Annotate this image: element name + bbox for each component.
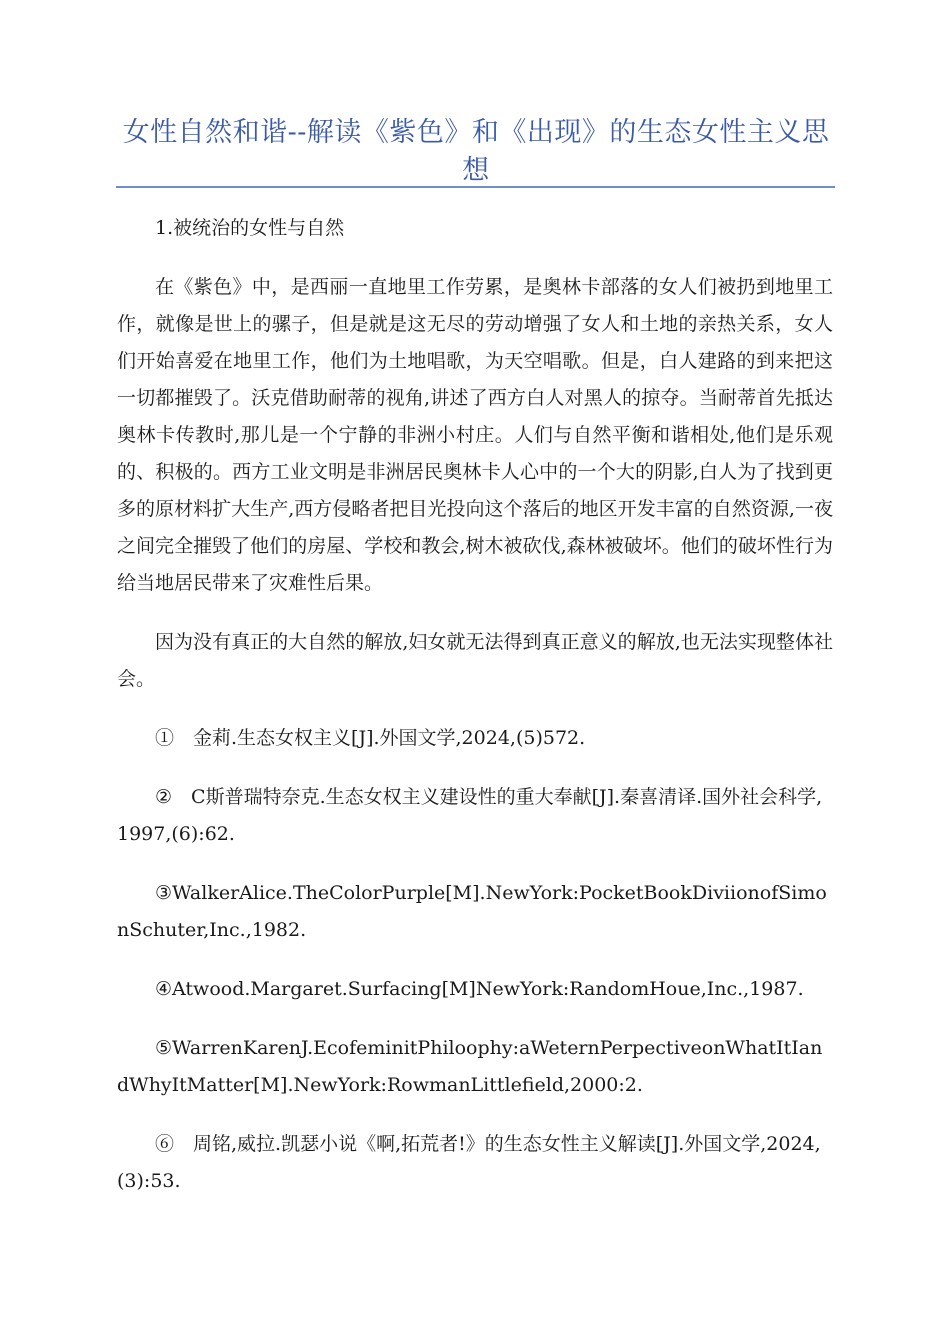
body-paragraph: 因为没有真正的大自然的解放,妇女就无法得到真正意义的解放,也无法实现整体社会。 (117, 631, 833, 690)
reference-item: ⑤WarrenKarenJ.EcofeminitPhiloophy:aWeternPerpectiveonWhatItIandWhyItMatter[M].NewYork:RowmanLittlefield,2000:2. (117, 1037, 823, 1096)
reference-item: ① 金莉.生态女权主义[J].外国文学,2024,(5)572. (155, 727, 586, 749)
reference-item: ⑥ 周铭,威拉.凯瑟小说《啊,拓荒者!》的生态女性主义解读[J].外国文学,2024,(3):53. (117, 1133, 821, 1192)
title-divider (116, 186, 835, 188)
document-body (117, 210, 833, 1222)
reference-item: ② C斯普瑞特奈克.生态女权主义建设性的重大奉献[J].秦喜清译.国外社会科学,1997,(6):62. (117, 786, 823, 845)
reference-item: ③WalkerAlice.TheColorPurple[M].NewYork:PocketBookDiviionofSimonSchuter,Inc.,1982. (117, 882, 827, 941)
section-heading: 1.被统治的女性与自然 (155, 217, 345, 239)
document-title: 女性自然和谐--解读《紫色》和《出现》的生态女性主义思想 (122, 117, 830, 186)
body-paragraph: 在《紫色》中，是西丽一直地里工作劳累，是奥林卡部落的女人们被扔到地里工作，就像是世上的骡子，但是就是这无尽的劳动增强了女人和土地的亲热关系，女人们开始喜爱在地里工作，他们为土地唱歌，为天空唱歌。但是，白人建路的到来把这一切都摧毁了。沃克借助耐蒂的视角,讲述了西方白人对黑人的掠夺。当耐蒂首先抵达奥林卡传教时,那儿是一个宁静的非洲小村庄。人们与自然平衡和谐相处,他们是乐观的、积极的。西方工业文明是非洲居民奥林卡人心中的一个大的阴影,白人为了找到更多的原材料扩大生产,西方侵略者把目光投向这个落后的地区开发丰富的自然资源,一夜之间完全摧毁了他们的房屋、学校和教会,树木被砍伐,森林被破坏。他们的破坏性行为给当地居民带来了灾难性后果。 (117, 276, 833, 594)
reference-item: ④Atwood.Margaret.Surfacing[M]NewYork:RandomHoue,Inc.,1987. (155, 978, 804, 1000)
